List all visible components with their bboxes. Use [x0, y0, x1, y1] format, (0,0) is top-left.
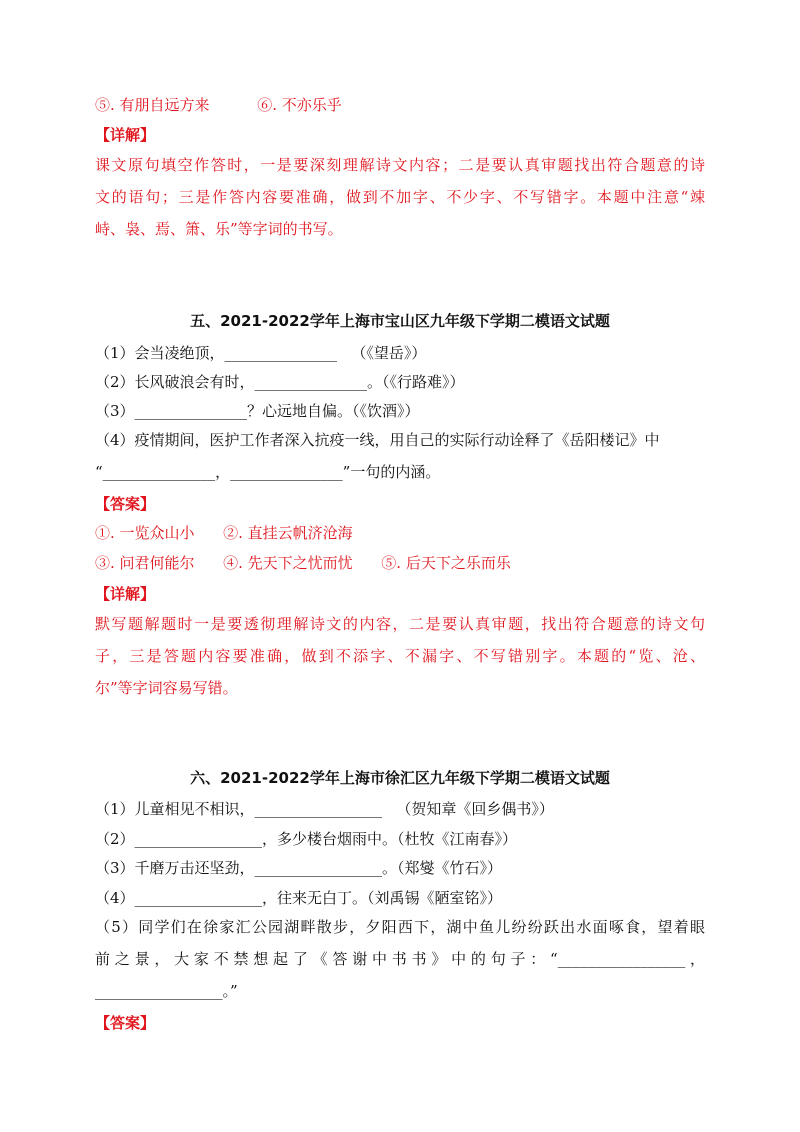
- explain-line: 峙、袅、焉、箫、乐”等字词的书写。: [95, 220, 343, 238]
- question-line: 前之景，大家不禁想起了《答谢中书书》中的句子：“_________________，: [95, 950, 705, 968]
- explain-header: 【详解】: [95, 126, 156, 144]
- answer-line: ①. 一览众山小 ②. 直挂云帆济沧海: [95, 524, 353, 542]
- question-line: （3）千磨万击还坚劲，_________________。（郑燮《竹石》）: [95, 859, 503, 877]
- question-line: （4）疫情期间，医护工作者深入抗疫一线，用自己的实际行动诠释了《岳阳楼记》中: [95, 431, 660, 449]
- question-line: （4）_________________，往来无白丁。（刘禹锡《陋室铭》）: [95, 889, 503, 907]
- section-title: 五、2021-2022学年上海市宝山区九年级下学期二模语文试题: [190, 312, 610, 330]
- question-line: （5）同学们在徐家汇公园湖畔散步，夕阳西下，湖中鱼儿纷纷跃出水面啄食，望着眼: [95, 918, 705, 936]
- explain-line: 尔”等字词容易写错。: [95, 679, 238, 697]
- explain-line: 默写题解题时一是要透彻理解诗文的内容，二是要认真审题，找出符合题意的诗文句: [95, 615, 705, 633]
- explain-line: 文的语句；三是作答内容要准确，做到不加字、不少字、不写错字。本题中注意“竦: [95, 188, 705, 206]
- question-line: （1）儿童相见不相识，_________________ （贺知章《回乡偶书》）: [95, 800, 554, 818]
- question-line: （1）会当凌绝顶，_______________ （《望岳》）: [95, 344, 427, 362]
- question-line: （2）_________________，多少楼台烟雨中。（杜牧《江南春》）: [95, 830, 518, 848]
- explain-header: 【详解】: [95, 585, 156, 603]
- explain-line: 课文原句填空作答时，一是要深刻理解诗文内容；二是要认真审题找出符合题意的诗: [95, 156, 705, 174]
- answer-header: 【答案】: [95, 1014, 156, 1032]
- question-line: _________________。”: [95, 982, 238, 1000]
- answer-header: 【答案】: [95, 495, 156, 513]
- section-title: 六、2021-2022学年上海市徐汇区九年级下学期二模语文试题: [190, 769, 610, 787]
- answer-line: ③. 问君何能尔 ④. 先天下之忧而忧 ⑤. 后天下之乐而乐: [95, 554, 511, 572]
- explain-line: 子，三是答题内容要准确，做到不添字、不漏字、不写错别字。本题的“览、沧、: [95, 647, 705, 665]
- answer-line: ⑤. 有朋自远方来 ⑥. 不亦乐乎: [95, 96, 342, 114]
- question-line: “_______________，_______________”一句的内涵。: [95, 463, 441, 481]
- question-line: （3）_______________？心远地自偏。（《饮酒》）: [95, 402, 420, 420]
- question-line: （2）长风破浪会有时，_______________。（《行路难》）: [95, 373, 465, 391]
